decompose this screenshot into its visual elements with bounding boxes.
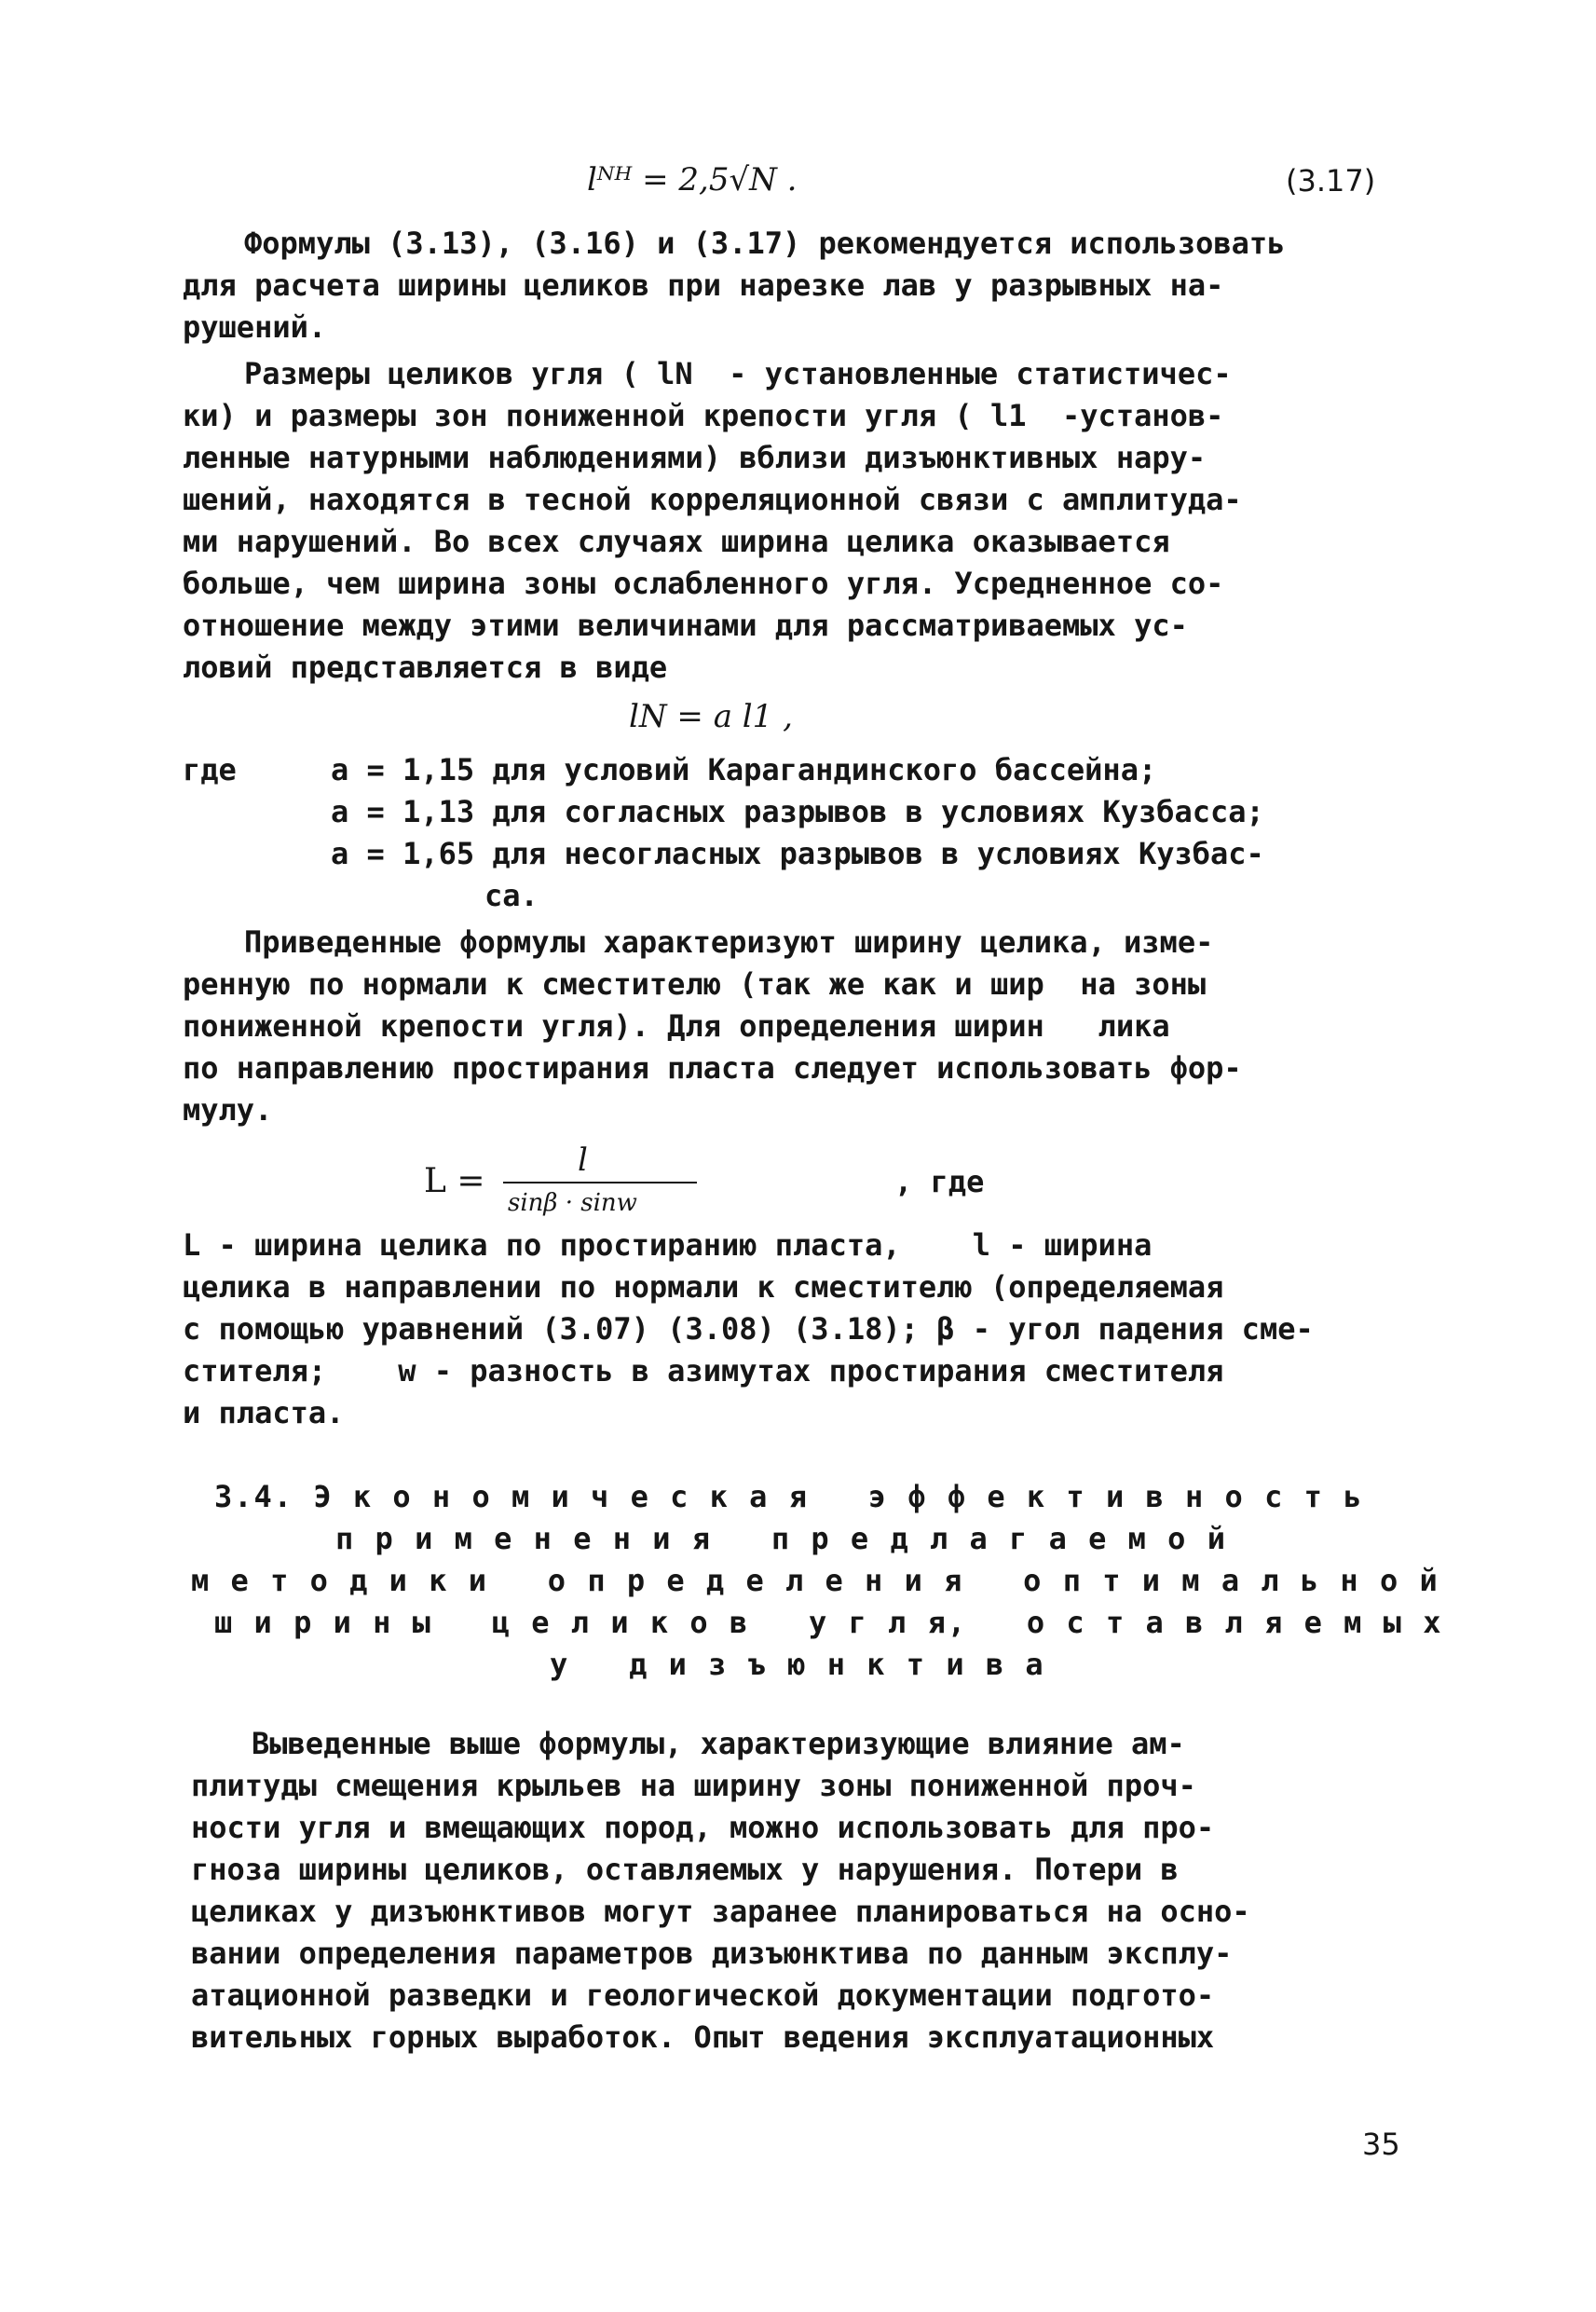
paragraph2-line: Размеры целиков угля ( lN - установленные статистичес- <box>244 356 1232 391</box>
paragraph4-line: стителя; w - разность в азимутах простирания сместителя <box>183 1353 1224 1389</box>
page-number: 35 <box>1362 2127 1400 2162</box>
paragraph5-line: вании определения параметров дизъюнктива по данным эксплу- <box>191 1936 1233 1971</box>
formula-3-17-number: (3.17) <box>1286 163 1376 198</box>
coefficient-line: a = 1,15 для условий Карагандинского бассейна; <box>331 752 1157 787</box>
section-heading-line: у д и з ъ ю н к т и в а <box>550 1647 1045 1682</box>
paragraph2-line: ки) и размеры зон пониженной крепости угля ( l1 -установ- <box>183 398 1224 433</box>
coefficient-line: са. <box>484 878 539 913</box>
section-heading-line: п р и м е н е н и я п р е д л а г а е м о й <box>335 1521 1227 1556</box>
section-heading-line: 3.4. Э к о н о м и ч е с к а я э ф ф е к т и в н о с т ь <box>214 1479 1364 1514</box>
where-label: где <box>183 752 237 787</box>
formula-L-numerator: l <box>578 1142 588 1179</box>
paragraph1-line: рушений. <box>183 309 327 345</box>
paragraph3-line: пониженной крепости угля). Для определения ширин лика <box>183 1008 1170 1044</box>
paragraph4-line: L - ширина целика по простиранию пласта, l - ширина <box>183 1227 1153 1263</box>
paragraph3-line: Приведенные формулы характеризуют ширину целика, изме- <box>244 924 1214 960</box>
paragraph3-line: ренную по нормали к сместителю (так же как и шир на зоны <box>183 966 1207 1002</box>
paragraph5-line: плитуды смещения крыльев на ширину зоны пониженной проч- <box>191 1768 1196 1803</box>
paragraph1-line: Формулы (3.13), (3.16) и (3.17) рекомендуется использовать <box>244 226 1286 261</box>
paragraph1-line: для расчета ширины целиков при нарезке лав у разрывных на- <box>183 267 1224 303</box>
paragraph4-line: целика в направлении по нормали к сместителю (определяемая <box>183 1269 1224 1305</box>
paragraph3-line: по направлению простирания пласта следует использовать фор- <box>183 1050 1242 1086</box>
formula-3-17: lᴺᴴ = 2,5√N . <box>587 161 798 198</box>
paragraph5-line: Выведенные выше формулы, характеризующие влияние ам- <box>252 1726 1185 1761</box>
section-heading-line: м е т о д и к и о п р е д е л е н и я о п т и м а л ь н о й <box>191 1563 1439 1598</box>
paragraph3-line: мулу. <box>183 1092 273 1128</box>
paragraph5-line: атационной разведки и геологической документации подгото- <box>191 1977 1215 2013</box>
formula-L-fraction-bar <box>503 1182 697 1183</box>
paragraph2-line: отношение между этими величинами для рассматриваемых ус- <box>183 608 1188 643</box>
paragraph2-line: ленные натурными наблюдениями) вблизи дизъюнктивных нару- <box>183 440 1207 475</box>
paragraph5-line: целиках у дизъюнктивов могут заранее планироваться на осно- <box>191 1894 1250 1929</box>
paragraph4-line: с помощью уравнений (3.07) (3.08) (3.18); β - угол падения сме- <box>183 1311 1314 1347</box>
paragraph2-line: ловий представляется в виде <box>183 650 668 685</box>
coefficient-line: a = 1,13 для согласных разрывов в условиях Кузбасса; <box>331 794 1264 829</box>
paragraph2-line: шений, находятся в тесной корреляционной связи с амплитуда- <box>183 482 1242 517</box>
paragraph5-line: вительных горных выработок. Опыт ведения эксплуатационных <box>191 2019 1215 2055</box>
paragraph2-line: ми нарушений. Во всех случаях ширина целика оказывается <box>183 524 1170 559</box>
paragraph5-line: гноза ширины целиков, оставляемых у нарушения. Потери в <box>191 1852 1179 1887</box>
formula-ratio: lN = a l1 , <box>629 698 793 735</box>
paragraph4-line: и пласта. <box>183 1395 345 1430</box>
formula-L-denominator: sinβ · sinw <box>508 1189 637 1217</box>
coefficient-line: a = 1,65 для несогласных разрывов в условиях Кузбас- <box>331 836 1264 871</box>
paragraph5-line: ности угля и вмещающих пород, можно использовать для про- <box>191 1810 1215 1845</box>
paragraph2-line: больше, чем ширина зоны ослабленного угля. Усредненное со- <box>183 566 1224 601</box>
formula-L-lhs: L = <box>424 1162 485 1200</box>
section-heading-line: ш и р и н ы ц е л и к о в у г л я, о с т а в л я е м ы х <box>214 1605 1443 1640</box>
formula-L-suffix: , где <box>894 1164 985 1199</box>
